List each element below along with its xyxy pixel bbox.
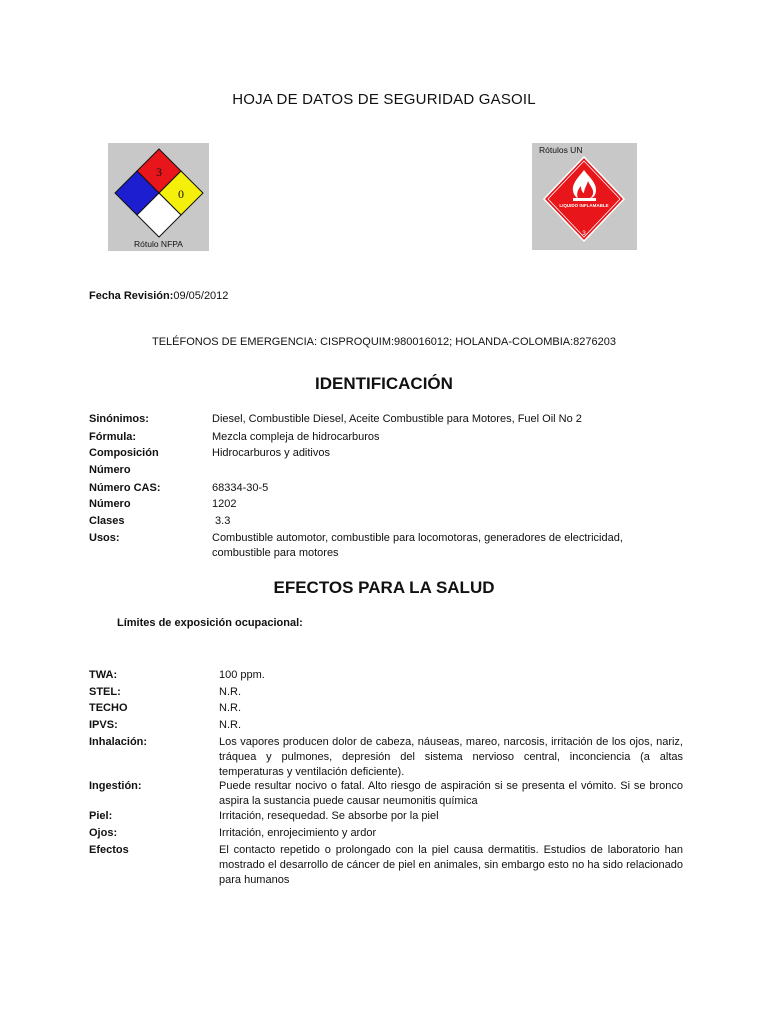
health-row-label: Efectos (89, 844, 129, 856)
health-row-value: Irritación, enrojecimiento y ardor (219, 827, 377, 839)
id-row-value: Diesel, Combustible Diesel, Aceite Combustible para Motores, Fuel Oil No 2 (212, 413, 582, 425)
un-caption: Rótulos UN (539, 145, 583, 155)
revision-label: Fecha Revisión: (89, 290, 174, 302)
un-placard-label: LIQUIDO INFLAMABLE (559, 203, 609, 208)
nfpa-label-box (108, 143, 209, 251)
id-row-value: 3.3 (212, 515, 231, 527)
health-row-value: N.R. (219, 719, 241, 731)
id-row-label: Número (89, 464, 131, 476)
health-row-value: N.R. (219, 702, 241, 714)
document-title: HOJA DE DATOS DE SEGURIDAD GASOIL (232, 91, 536, 108)
id-row-label: Clases (89, 515, 125, 527)
health-row-label: TWA: (89, 669, 118, 681)
nfpa-diamond-icon (108, 143, 209, 238)
un-label-box (532, 143, 637, 250)
emergency-phones: TELÉFONOS DE EMERGENCIA: CISPROQUIM:980016012; HOLANDA-COLOMBIA:8276203 (152, 336, 616, 348)
nfpa-health-value: 1 (135, 187, 141, 201)
nfpa-caption: Rótulo NFPA (134, 239, 183, 249)
health-row-value: 100 ppm. (219, 669, 265, 681)
revision-value: 09/05/2012 (173, 290, 229, 302)
id-row-value: 68334-30-5 (212, 482, 269, 494)
health-row-label: STEL: (89, 686, 121, 698)
id-row-label: Sinónimos: (89, 413, 149, 425)
exposure-limits-subheading: Límites de exposición ocupacional: (117, 617, 303, 629)
id-row-value: 1202 (212, 498, 237, 510)
un-class-number: 3 (582, 231, 586, 237)
id-row-label: Usos: (89, 532, 120, 544)
health-row-value: El contacto repetido o prolongado con la piel causa dermatitis. Estudios de laboratorio han mostrado el desarrollo de cáncer de piel en animales, sin embargo esto no ha sido relacionado para humanos (219, 844, 683, 886)
flammable-liquid-placard-icon (532, 143, 637, 250)
nfpa-reactivity-value: 0 (178, 187, 184, 201)
health-row-label: Ingestión: (89, 780, 142, 792)
revision-date (89, 290, 228, 302)
health-row-label: TECHO (89, 702, 128, 714)
id-row-label: Número CAS: (89, 482, 161, 494)
id-row-label: Número (89, 498, 131, 510)
identification-heading: IDENTIFICACIÓN (315, 374, 453, 393)
health-row-value: Puede resultar nocivo o fatal. Alto riesgo de aspiración si se presenta el vómito. Si se bronco aspira la sustancia puede causar neumonitis química (219, 780, 683, 807)
health-row-value: Irritación, resequedad. Se absorbe por la piel (219, 810, 439, 822)
health-row-label: IPVS: (89, 719, 118, 731)
health-effects-heading: EFECTOS PARA LA SALUD (273, 578, 495, 597)
health-row-label: Piel: (89, 810, 113, 822)
id-row-value: Combustible automotor, combustible para locomotoras, generadores de electricidad, combustible para motores (212, 532, 623, 559)
id-row-label: Composición (89, 447, 159, 459)
health-row-value: N.R. (219, 686, 241, 698)
health-row-label: Inhalación: (89, 736, 148, 748)
id-row-value: Hidrocarburos y aditivos (212, 447, 330, 459)
nfpa-flammability-value: 3 (156, 165, 162, 179)
health-row-value: Los vapores producen dolor de cabeza, náuseas, mareo, narcosis, irritación de los ojos, nariz, tráquea y pulmones, depresión del sistema nervioso central, inconciencia (a altas temperaturas y ventilación deficiente). (219, 736, 683, 778)
id-row-value: Mezcla compleja de hidrocarburos (212, 431, 380, 443)
id-row-label: Fórmula: (89, 431, 137, 443)
health-row-label: Ojos: (89, 827, 118, 839)
